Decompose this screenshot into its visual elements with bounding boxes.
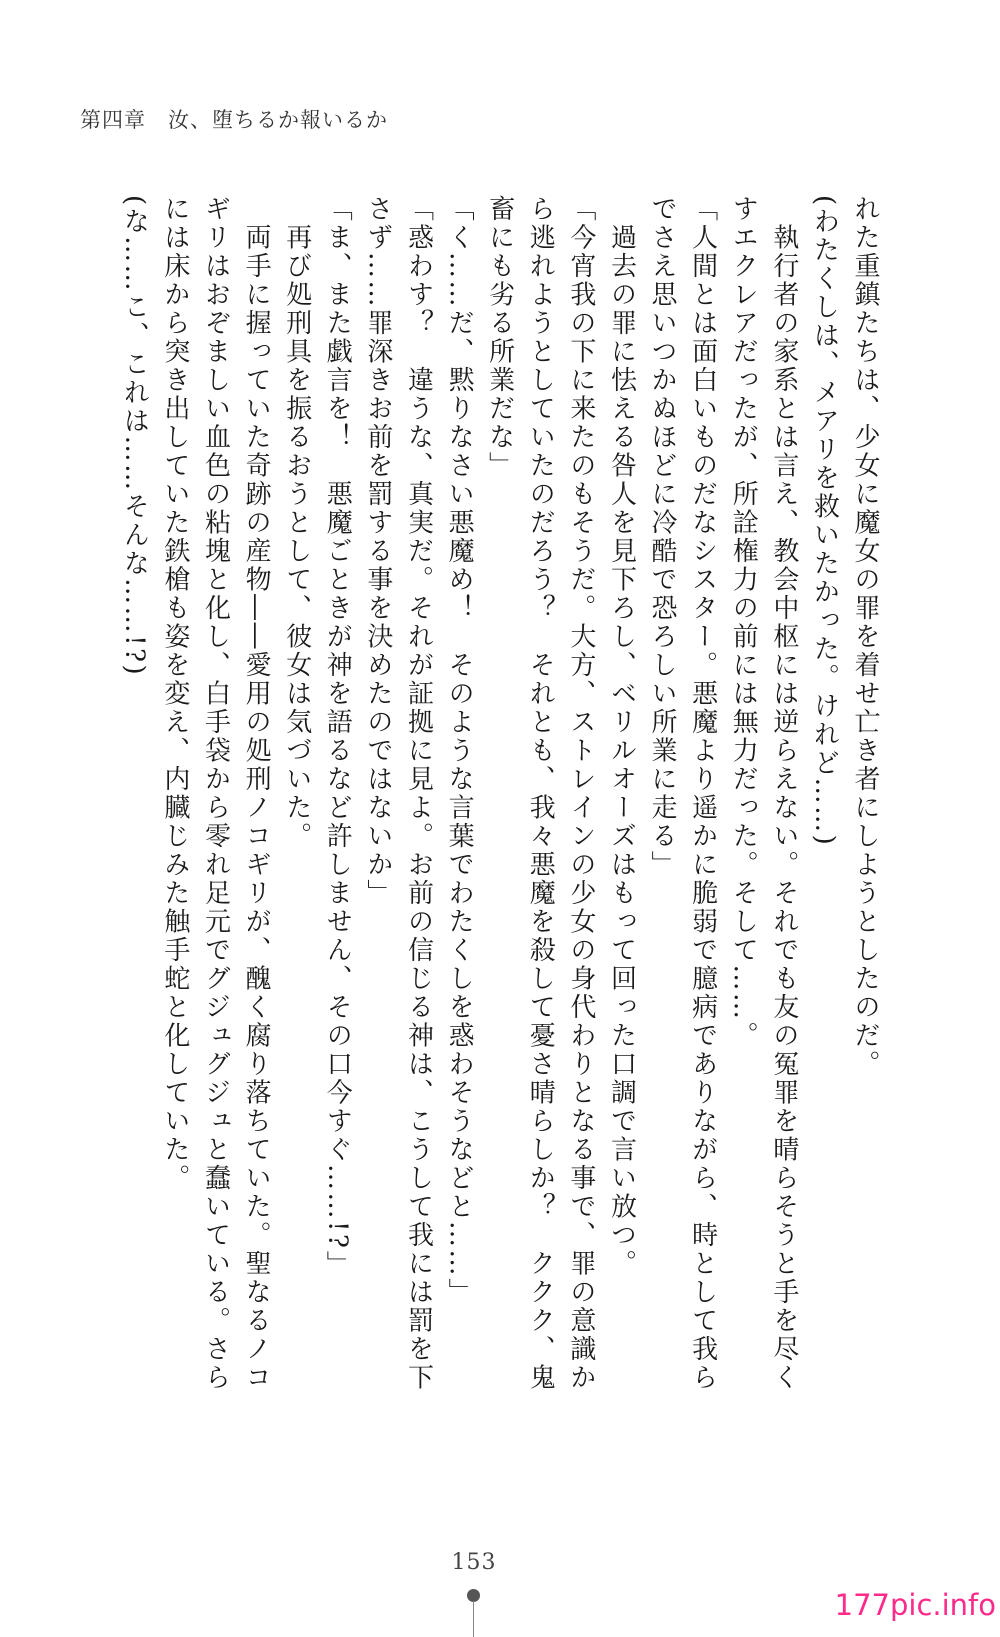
page-marker-line	[473, 1601, 474, 1637]
paragraph: 「ま、また戯言を！ 悪魔ごときが神を語るなど許しません、その口今すぐ……!?」	[322, 195, 353, 1279]
page-number: 153	[451, 1550, 497, 1575]
paragraph: (な……こ、これは……そんな……!?)	[119, 195, 150, 678]
paragraph: 「惑わす？ 違うな、真実だ。それが証拠に見よ。お前の信じる神は、こうして我には罰を下さず……罪深きお前を罰する事を決めたのではないか」	[362, 195, 434, 1392]
paragraph: 両手に握っていた奇跡の産物――愛用の処刑ノコギリが、醜く腐り落ちていた。聖なるノコギリはおぞましい血色の粘塊と化し、白手袋から零れ足元でグジュグジュと蠢いている。さらには床から突き出していた鉄槍も姿を変え、内臓じみた触手蛇と化していた。	[159, 195, 272, 1392]
paragraph: れた重鎮たちは、少女に魔女の罪を着せ亡き者にしようとしたのだ。	[850, 195, 880, 1079]
body-text	[65, 195, 885, 1395]
paragraph: (わたくしは、メアリを救いたかった。けれど……)	[809, 195, 840, 848]
chapter-header: 第四章 汝、堕ちるか報いるか	[80, 108, 388, 132]
paragraph: 再び処刑具を振るおうとして、彼女は気づいた。	[281, 195, 312, 851]
paragraph: 「今宵我の下に来たのもそうだ。大方、ストレインの少女の身代わりとなる事で、罪の意識から逃れようとしていたのだろう？ それとも、我々悪魔を殺して憂さ晴らしか？ ククク、鬼畜にも劣る所業だな」	[484, 195, 596, 1392]
paragraph: 執行者の家系とは言え、教会中枢には逆らえない。それでも友の冤罪を晴らそうと手を尽くすエクレアだったが、所詮権力の前には無力だった。そして……。	[728, 195, 799, 1392]
paragraph: 「人間とは面白いものだなシスター。悪魔より遥かに脆弱で臆病でありながら、時として我らでさえ思いつかぬほどに冷酷で恐ろしい所業に走る」	[647, 195, 718, 1392]
paragraph: 過去の罪に怯える咎人を見下ろし、ベリルオーズはもって回った口調で言い放つ。	[606, 195, 637, 1278]
watermark: 177pic.info	[834, 1588, 996, 1622]
paragraph: 「く……だ、黙りなさい悪魔め！ そのような言葉でわたくしを惑わそうなどと……」	[444, 195, 475, 1307]
